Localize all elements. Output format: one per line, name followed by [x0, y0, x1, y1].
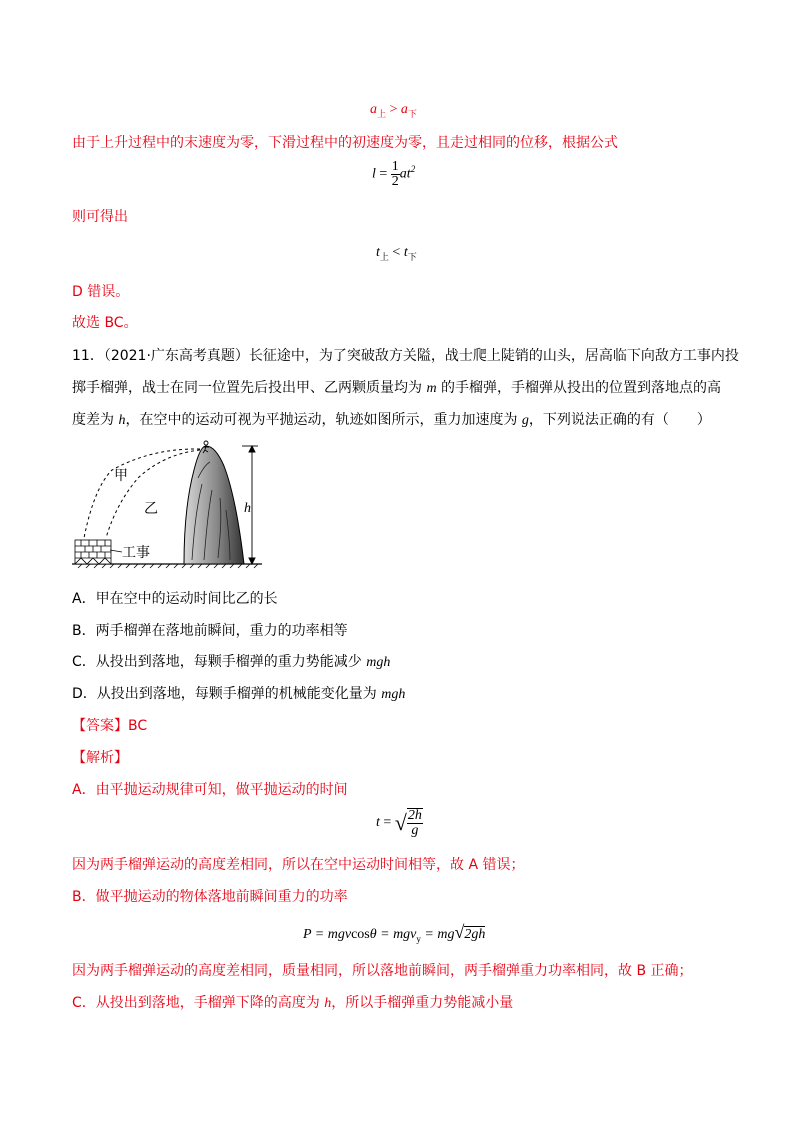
eq-time-t: t — [376, 815, 380, 831]
step-c-text: ，所以手榴弹重力势能减小量 — [331, 995, 514, 1011]
option-d-expression: mgh — [381, 687, 406, 702]
fraction-denominator: 2 — [391, 174, 399, 189]
eq-a-sub-up: 上 — [377, 108, 387, 119]
eq-t-symbol: t — [403, 245, 408, 260]
eq-equals: = — [375, 166, 391, 182]
eq-a-symbol: a — [400, 102, 408, 117]
label-gongshi: 工事 — [122, 545, 150, 561]
q11-text: 的手榴弹，手榴弹从投出的位置到落地点的高 — [436, 380, 722, 396]
option-d — [72, 684, 405, 705]
answer-value: BC — [128, 718, 148, 734]
q11-text: 掷手榴弹，战士在同一位置先后投出甲、乙两颗质量均为 — [72, 380, 427, 396]
question-11-line-2 — [72, 378, 721, 399]
equation-fall-time — [376, 808, 423, 838]
question-11-line-1: 11．（2021·广东高考真题）长征途中，为了突破敌方关隘，战士爬上陡销的山头，居高临下向敌方工事内投 — [72, 348, 739, 364]
label-jia: 甲 — [114, 468, 128, 484]
eq-operator: > — [386, 102, 401, 117]
fraction-numerator: 1 — [391, 159, 399, 174]
option-c — [72, 652, 390, 673]
solution-conclusion-b: 因为两手榴弹运动的高度差相同，质量相同，所以落地前瞬间，两手榴弹重力功率相同，故 B 正确； — [72, 963, 693, 979]
q11-mass-symbol: m — [426, 381, 437, 396]
fraction-2h-over-g — [407, 808, 423, 838]
paragraph-derive: 则可得出 — [72, 209, 128, 225]
eq-t-symbol: t — [376, 245, 380, 260]
question-11-line-3 — [72, 410, 711, 431]
eq-exponent: 2 — [410, 164, 416, 175]
fraction-half — [391, 160, 400, 189]
eq-power-part: P = mgv — [303, 927, 352, 942]
label-yi: 乙 — [144, 501, 158, 517]
eq-subscript-y: y — [416, 933, 421, 944]
sqrt-symbol-icon: √ — [394, 810, 407, 835]
eq-operator: < — [388, 245, 404, 260]
step-c-height-symbol: h — [324, 996, 332, 1011]
q11-height-symbol: h — [118, 413, 126, 428]
solution-conclusion-a: 因为两手榴弹运动的高度差相同，所以在空中运动时间相等，故 A 错误； — [72, 857, 525, 873]
eq-power-part: = mg — [420, 927, 455, 942]
answer-line — [72, 716, 147, 736]
option-a: A．甲在空中的运动时间比乙的长 — [72, 591, 278, 607]
option-d-text: D．从投出到落地，每颗手榴弹的机械能变化量为 — [72, 686, 382, 702]
solution-step-c — [72, 993, 513, 1014]
eq-t-sub-down: 下 — [407, 251, 417, 262]
eq-cos: cos — [351, 927, 370, 942]
label-h: h — [244, 501, 251, 516]
option-c-text: C．从投出到落地，每颗手榴弹的重力势能减少 — [72, 654, 367, 670]
option-c-expression: mgh — [366, 655, 391, 670]
eq-l-lhs: l — [372, 166, 376, 182]
eq-radicand: 2gh — [464, 927, 486, 942]
solution-step-b: B．做平抛运动的物体落地前瞬间重力的功率 — [72, 889, 348, 905]
eq-a-sub-down: 下 — [407, 108, 417, 119]
equation-displacement — [372, 160, 415, 189]
sqrt-symbol-icon: √ — [454, 922, 465, 942]
trajectory-jia — [84, 449, 200, 538]
q11-text: ，在空中的运动可视为平抛运动，轨迹如图所示，重力加速度为 — [125, 412, 522, 428]
fraction-denominator: g — [411, 823, 419, 838]
q11-text: ，下列说法正确的有（ ） — [528, 412, 711, 428]
paragraph-formula-intro: 由于上升过程中的末速度为零，下滑过程中的初速度为零，且走过相同的位移，根据公式 — [72, 135, 618, 151]
paragraph-choose: 故选 BC。 — [72, 315, 138, 331]
eq-a-symbol: a — [370, 102, 377, 117]
step-c-text: C．从投出到落地，手榴弹下降的高度为 — [72, 995, 325, 1011]
answer-label: 【答案】 — [72, 718, 128, 734]
eq-l-rhs: at — [399, 166, 411, 182]
eq-t-sub-up: 上 — [379, 251, 389, 262]
bunker — [75, 540, 111, 564]
projectile-figure — [72, 440, 272, 575]
equation-time-compare — [376, 245, 417, 263]
q11-text: 度差为 — [72, 412, 119, 428]
option-b: B．两手榴弹在落地前瞬间，重力的功率相等 — [72, 623, 348, 639]
paragraph-d-wrong: D 错误。 — [72, 284, 130, 300]
eq-equals: = — [379, 815, 395, 831]
analysis-label: 【解析】 — [72, 750, 128, 766]
equation-power — [303, 922, 485, 944]
bunker-pointer — [110, 550, 122, 552]
eq-power-part: θ = mgv — [369, 927, 417, 942]
fraction-numerator: 2h — [407, 808, 422, 823]
solution-step-a: A．由平抛运动规律可知，做平抛运动的时间 — [72, 782, 348, 798]
q11-gravity-symbol: g — [521, 413, 529, 428]
equation-acceleration — [370, 102, 417, 120]
